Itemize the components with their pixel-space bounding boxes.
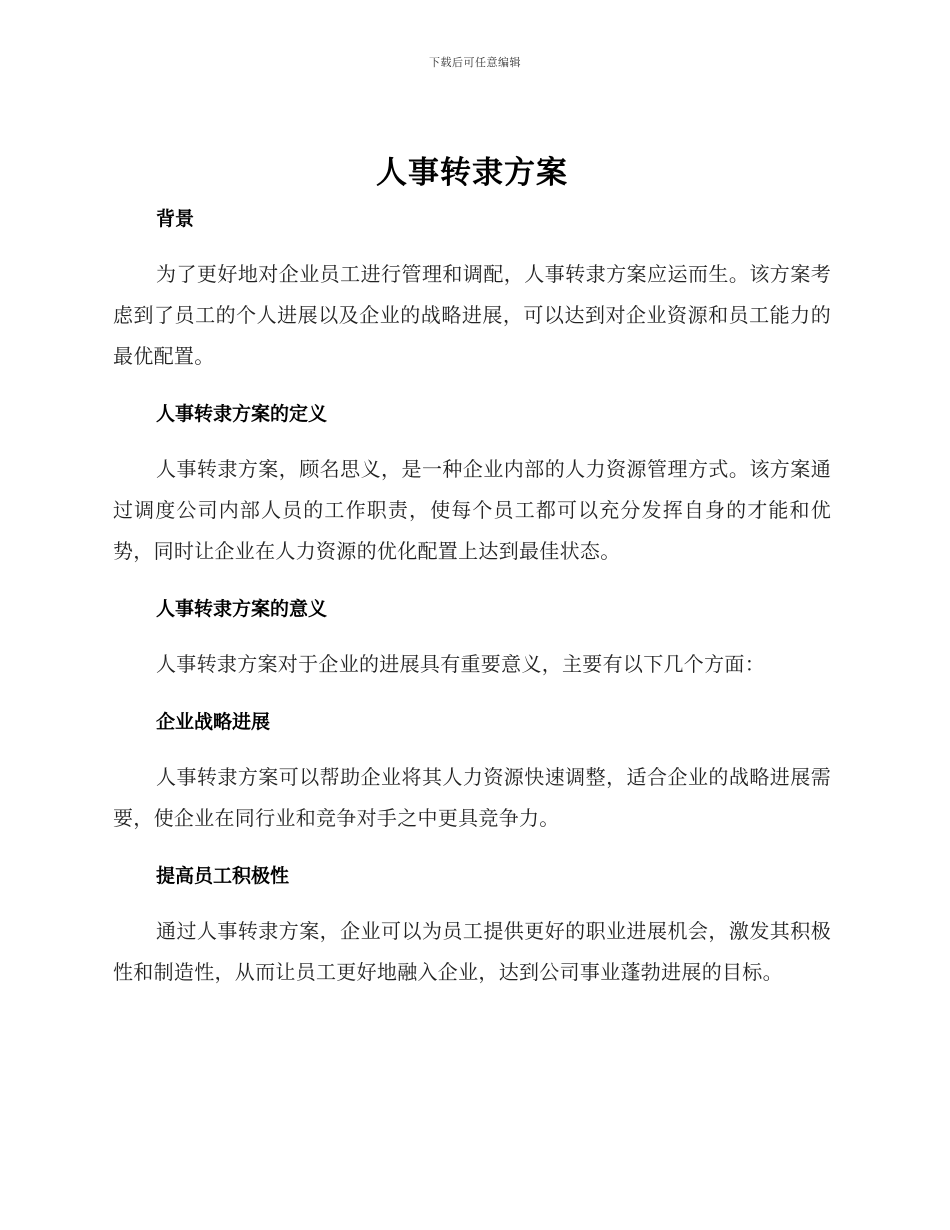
- section-paragraph-strategy: 人事转隶方案可以帮助企业将其人力资源快速调整，适合企业的战略进展需要，使企业在同行业和竞争对手之中更具竞争力。: [113, 765, 831, 830]
- section-heading-background: 背景: [156, 208, 195, 230]
- section-heading-definition: 人事转隶方案的定义: [156, 403, 328, 425]
- section-heading-significance: 人事转隶方案的意义: [156, 598, 328, 620]
- section-paragraph-background: 为了更好地对企业员工进行管理和调配，人事转隶方案应运而生。该方案考虑到了员工的个人进展以及企业的战略进展，可以达到对企业资源和员工能力的最优配置。: [113, 262, 831, 368]
- document-body: [113, 148, 831, 993]
- section-heading-strategy: 企业战略进展: [156, 711, 271, 733]
- section-paragraph-motivation: 通过人事转隶方案，企业可以为员工提供更好的职业进展机会，激发其积极性和制造性，从而让员工更好地融入企业，达到公司事业蓬勃进展的目标。: [113, 919, 831, 984]
- section-paragraph-significance: 人事转隶方案对于企业的进展具有重要意义，主要有以下几个方面：: [156, 652, 765, 676]
- header-note: 下载后可任意编辑: [429, 56, 521, 69]
- section-paragraph-definition: 人事转隶方案，顾名思义，是一种企业内部的人力资源管理方式。该方案通过调度公司内部人员的工作职责，使每个员工都可以充分发挥自身的才能和优势，同时让企业在人力资源的优化配置上达到最佳状态。: [113, 457, 831, 563]
- document-title: 人事转隶方案: [376, 155, 568, 191]
- section-heading-motivation: 提高员工积极性: [156, 865, 290, 887]
